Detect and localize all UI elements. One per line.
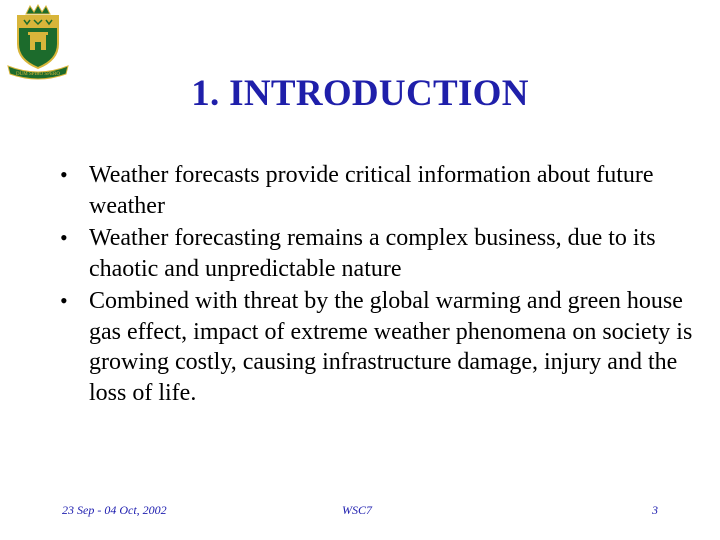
bullet-marker: • [60, 288, 68, 313]
bullet-text: Weather forecasts provide critical information about future weather [89, 162, 654, 219]
bullet-item [55, 223, 695, 284]
crest-ribbon-text: DUM SPIRO SPERO [16, 72, 60, 77]
university-crest-icon [6, 4, 70, 80]
bullet-marker: • [60, 225, 68, 250]
bullet-item [55, 286, 695, 408]
bullet-item [55, 160, 695, 221]
slide-title: 1. INTRODUCTION [191, 73, 529, 114]
bullet-text: Weather forecasting remains a complex business, due to its chaotic and unpredictable nature [89, 225, 656, 282]
bullet-list [55, 160, 695, 410]
footer-event: WSC7 [342, 503, 372, 517]
footer-page-number: 3 [652, 503, 658, 517]
bullet-marker: • [60, 162, 68, 187]
footer-date: 23 Sep - 04 Oct, 2002 [62, 503, 167, 517]
bullet-text: Combined with threat by the global warming and green house gas effect, impact of extreme weather phenomena on society is growing costly, causing infrastructure damage, injury and the loss of life. [89, 288, 693, 406]
